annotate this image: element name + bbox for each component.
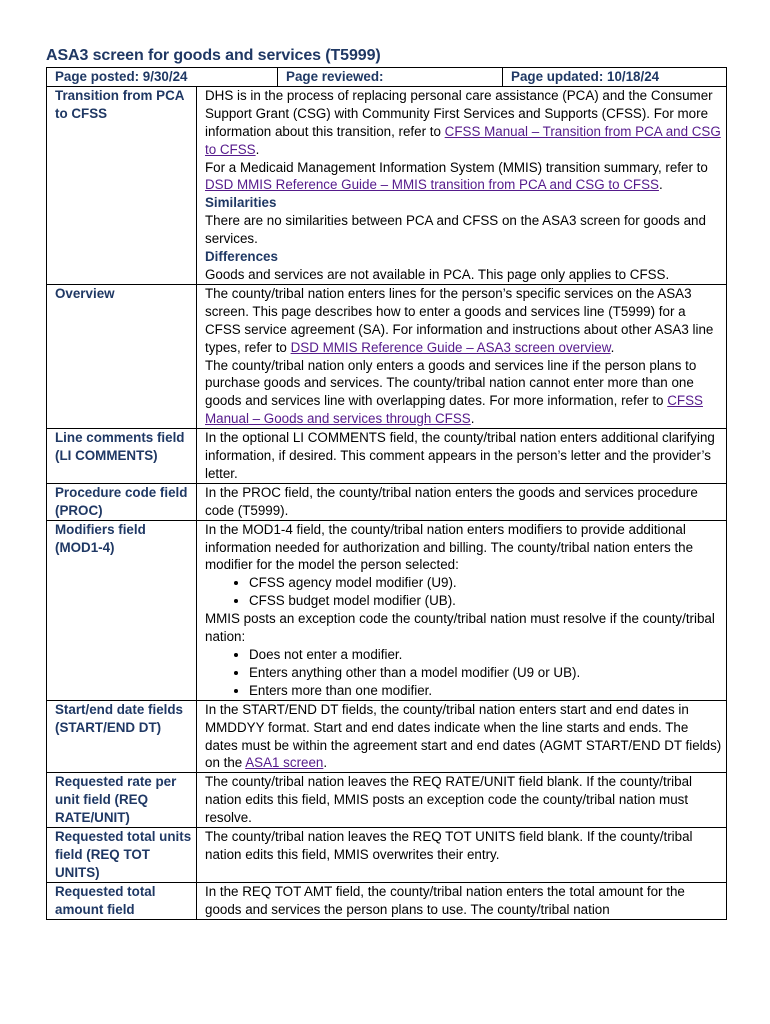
page-reviewed: Page reviewed: [278, 68, 503, 87]
table-row [47, 700, 727, 773]
text: . [470, 411, 475, 427]
text: . [658, 177, 663, 193]
link-asa3-overview[interactable]: DSD MMIS Reference Guide – ASA3 screen overview [290, 339, 611, 355]
row-content-li-comments: In the optional LI COMMENTS field, the county/tribal nation enters additional clarifying information, if desired. This comment appears in the person’s letter and the provider’s letter. [197, 429, 727, 484]
link-asa1-screen[interactable]: ASA1 screen [245, 755, 324, 771]
row-content-req-units: The county/tribal nation leaves the REQ TOT UNITS field blank. If the county/tribal nation edits this field, MMIS overwrites their entry. [197, 828, 727, 883]
text: For a Medicaid Management Information System (MMIS) transition summary, refer to [205, 159, 708, 175]
row-label-req-amt: Requested total amount field [47, 882, 197, 919]
text: . [323, 755, 328, 771]
row-label-req-units: Requested total units field (REQ TOT UNITS) [47, 828, 197, 883]
paragraph: There are no similarities between PCA and CFSS on the ASA3 screen for goods and services. [205, 213, 706, 247]
list-item: • Does not enter a modifier. [249, 646, 722, 664]
table-row [47, 284, 727, 428]
paragraph [205, 159, 722, 195]
row-label-proc: Procedure code field (PROC) [47, 483, 197, 520]
table-row [47, 520, 727, 700]
row-label-transition: Transition from PCA to CFSS [47, 86, 197, 284]
row-content-dates [197, 700, 727, 773]
content-table [46, 67, 727, 920]
row-label-li-comments: Line comments field (LI COMMENTS) [47, 429, 197, 484]
link-cfss-transition[interactable]: CFSS Manual – Transition from PCA and CSG to CFSS [205, 123, 721, 157]
table-row [47, 828, 727, 883]
row-content-req-amt: In the REQ TOT AMT field, the county/tribal nation enters the total amount for the goods and services the person plans to use. The county/tribal nation [197, 882, 727, 919]
row-label-modifiers: Modifiers field (MOD1-4) [47, 520, 197, 700]
subheading-differences: Differences [205, 249, 278, 265]
text: . [610, 339, 615, 355]
text: . [255, 141, 260, 157]
list-item: • CFSS agency model modifier (U9). [249, 574, 722, 592]
row-label-req-rate: Requested rate per unit field (REQ RATE/UNIT) [47, 773, 197, 828]
row-content-proc: In the PROC field, the county/tribal nation enters the goods and services procedure code (T5999). [197, 483, 727, 520]
bullet-list [205, 646, 722, 700]
row-content-req-rate: The county/tribal nation leaves the REQ RATE/UNIT field blank. If the county/tribal nation edits this field, MMIS posts an exception code the county/tribal nation must resolve. [197, 773, 727, 828]
paragraph: MMIS posts an exception code the county/tribal nation must resolve if the county/tribal nation: [205, 611, 715, 645]
text: The county/tribal nation enters lines for the person’s specific services on the ASA3 screen. This page describes how to enter a goods and services line (T5999) for a CFSS service agreement (SA). For information and instructions about other ASA3 line types, refer to [205, 285, 714, 355]
link-goods-services[interactable]: CFSS Manual – Goods and services through CFSS [205, 393, 703, 427]
table-row [47, 86, 727, 284]
list-item: • Enters more than one modifier. [249, 682, 722, 700]
table-row [47, 429, 727, 484]
link-mmis-transition[interactable]: DSD MMIS Reference Guide – MMIS transition from PCA and CSG to CFSS [205, 177, 659, 193]
row-content-modifiers [197, 520, 727, 700]
row-label-dates: Start/end date fields (START/END DT) [47, 700, 197, 773]
table-row [47, 773, 727, 828]
row-content-overview [197, 284, 727, 428]
list-item: • CFSS budget model modifier (UB). [249, 592, 722, 610]
subheading-similarities: Similarities [205, 195, 277, 211]
paragraph: Goods and services are not available in PCA. This page only applies to CFSS. [205, 266, 670, 282]
paragraph [205, 357, 722, 429]
paragraph [205, 87, 722, 159]
text: The county/tribal nation only enters a goods and services line if the person plans to purchase goods and services. The county/tribal nation cannot enter more than one goods and services line with overlapping dates. For more information, refer to [205, 357, 697, 409]
text: DHS is in the process of replacing personal care assistance (PCA) and the Consumer Support Grant (CSG) with Community First Services and Supports (CFSS). For more information about this transition, refer to [205, 87, 713, 139]
list-item: • Enters anything other than a model modifier (U9 or UB). [249, 664, 722, 682]
paragraph [205, 285, 722, 357]
text: In the START/END DT fields, the county/tribal nation enters start and end dates in MMDDYY format. Start and end dates indicate when the line starts and ends. The dates must be within the agreement start and end dates (AGMT START/END DT fields) on the [205, 701, 722, 771]
page-posted: Page posted: 9/30/24 [47, 68, 278, 87]
header-row [47, 68, 727, 87]
bullet-list [205, 574, 722, 610]
paragraph: In the MOD1-4 field, the county/tribal nation enters modifiers to provide additional information needed for authorization and billing. The county/tribal nation enters the modifier for the model the person selected: [205, 521, 694, 573]
table-row [47, 483, 727, 520]
table-row [47, 882, 727, 919]
row-content-transition [197, 86, 727, 284]
page-title: ASA3 screen for goods and services (T5999) [46, 47, 381, 64]
row-label-overview: Overview [47, 284, 197, 428]
page-updated: Page updated: 10/18/24 [503, 68, 727, 87]
